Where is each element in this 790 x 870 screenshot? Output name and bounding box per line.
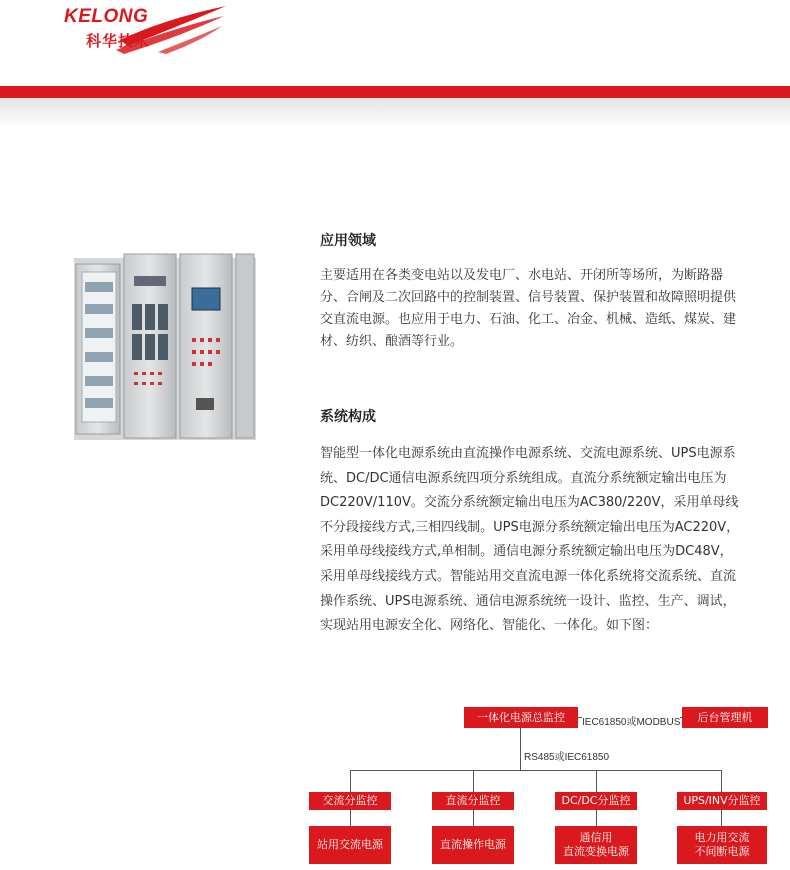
text-line: 分、合闸及二次回路中的控制装置、信号装置、保护装置和故障照明提供 bbox=[320, 290, 737, 305]
supply-label: 站用交流电源 bbox=[317, 838, 383, 851]
header-grey-band bbox=[0, 98, 790, 126]
text-line: 操作系统、UPS电源系统、通信电源系统统一设计、监控、生产、调试， bbox=[320, 593, 736, 609]
ups-monitor-box: UPS/INV分监控 bbox=[677, 792, 767, 810]
dc-supply-box bbox=[432, 826, 514, 864]
drop-line bbox=[473, 770, 474, 792]
brand-name-cn: 科华技术 bbox=[86, 32, 151, 50]
power-cabinet-image bbox=[74, 248, 256, 442]
text-line: DC220V/110V。交流分系统额定输出电压为AC380/220V，采用单母线 bbox=[320, 495, 739, 511]
supply-label: 通信用 bbox=[579, 831, 613, 844]
brand-name-en: KELONG bbox=[64, 6, 149, 27]
link-line bbox=[350, 810, 351, 826]
supply-label: 直流变换电源 bbox=[563, 845, 629, 858]
supply-label: 直流操作电源 bbox=[440, 838, 506, 851]
text-line: 统、DC/DC通信电源系统四项分系统组成。直流分系统额定输出电压为 bbox=[320, 470, 727, 486]
dcdc-monitor-box: DC/DC分监控 bbox=[555, 792, 637, 810]
text-line: 不分段接线方式,三相四线制。UPS电源分系统额定输出电压为AC220V， bbox=[320, 519, 740, 535]
application-description bbox=[320, 265, 785, 353]
ac-supply-box bbox=[309, 826, 391, 864]
composition-description bbox=[320, 442, 785, 639]
master-monitor-box: 一体化电源总监控 bbox=[464, 707, 578, 728]
trunk-line bbox=[520, 728, 521, 770]
supply-label: 电力用交流 bbox=[694, 831, 750, 844]
drop-line bbox=[721, 770, 722, 792]
section-title-application: 应用领域 bbox=[320, 233, 376, 249]
text-line: 智能型一体化电源系统由直流操作电源系统、交流电源系统、UPS电源系 bbox=[320, 446, 736, 461]
supply-label: 不间断电源 bbox=[694, 845, 750, 858]
drop-line bbox=[596, 770, 597, 792]
section-title-composition: 系统构成 bbox=[320, 409, 376, 425]
protocol-label-bus: RS485或IEC61850 bbox=[524, 752, 610, 763]
text-line: 采用单母线接线方式。智能站用交直流电源一体化系统将交流系统、直流 bbox=[320, 568, 737, 584]
drop-line bbox=[350, 770, 351, 792]
text-line: 材、纺织、酿酒等行业。 bbox=[320, 334, 464, 349]
ups-supply-box bbox=[677, 826, 767, 864]
link-line bbox=[473, 810, 474, 826]
link-line bbox=[721, 810, 722, 826]
header-red-band bbox=[0, 86, 790, 98]
text-line: 交直流电源。也应用于电力、石油、化工、冶金、机械、造纸、煤炭、建 bbox=[320, 312, 737, 327]
protocol-label-top: IEC61850或MODBUS bbox=[582, 713, 680, 728]
text-line: 实现站用电源安全化、网络化、智能化、一体化。如下图： bbox=[320, 618, 659, 634]
dc-monitor-box: 直流分监控 bbox=[432, 792, 514, 810]
bus-line bbox=[350, 770, 722, 771]
backend-manager-box: 后台管理机 bbox=[682, 707, 768, 728]
ac-monitor-box: 交流分监控 bbox=[309, 792, 391, 810]
dcdc-supply-box bbox=[555, 826, 637, 864]
text-line: 主要适用在各类变电站以及发电厂、水电站、开闭所等场所，为断路器 bbox=[320, 268, 724, 283]
link-line bbox=[596, 810, 597, 826]
text-line: 采用单母线接线方式,单相制。通信电源分系统额定输出电压为DC48V， bbox=[320, 544, 733, 560]
